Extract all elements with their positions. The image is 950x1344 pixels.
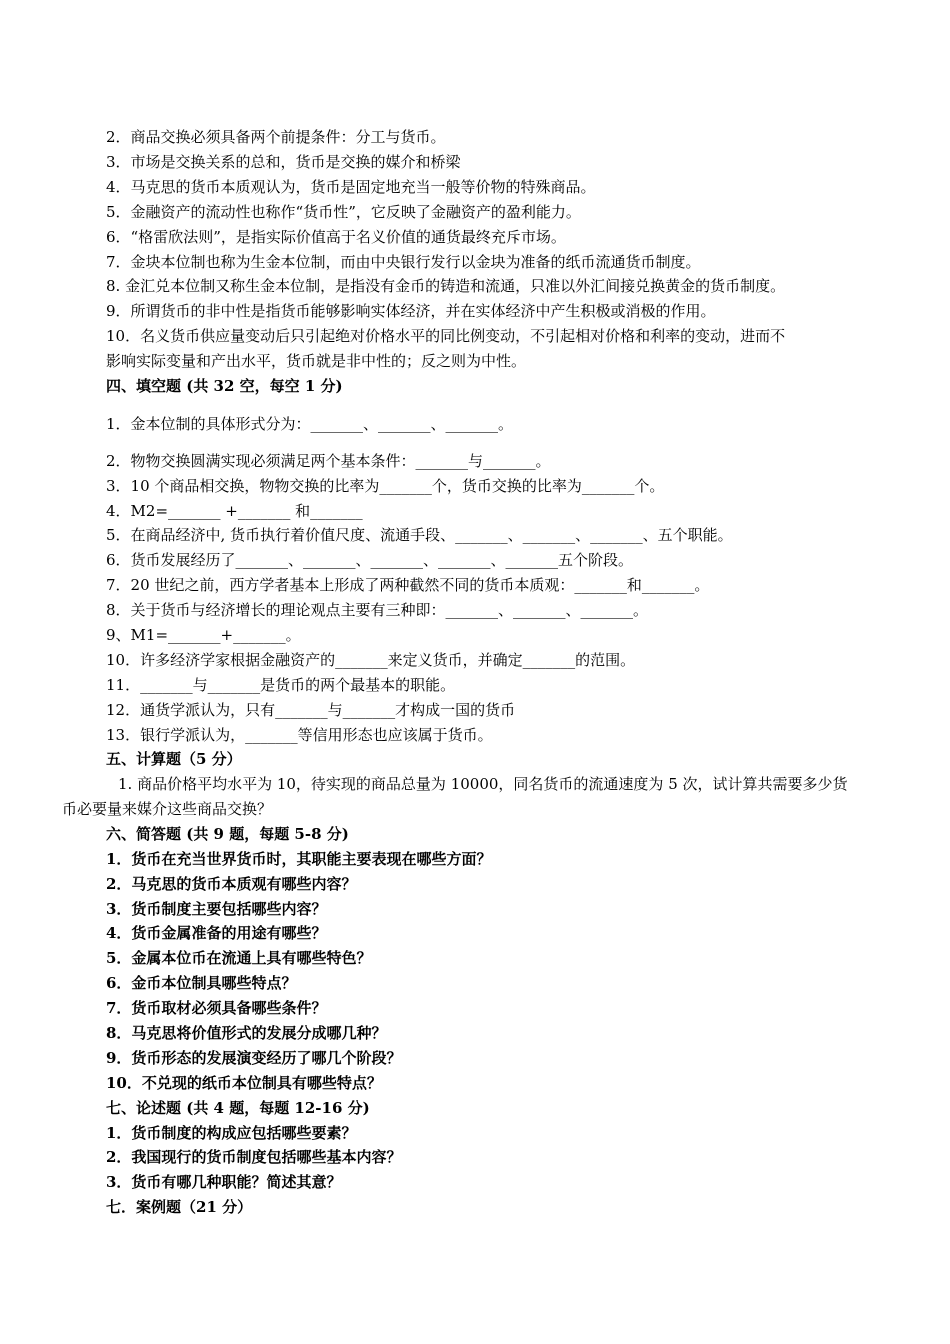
fill-item: 8．关于货币与经济增长的理论观点主要有三种即：_______、_______、_______。: [106, 601, 649, 619]
fill-item: 13．银行学派认为，_______等信用形态也应该属于货币。: [106, 726, 493, 744]
short-item: 9．货币形态的发展演变经历了哪几个阶段？: [106, 1049, 402, 1067]
fill-item: 7．20 世纪之前，西方学者基本上形成了两种截然不同的货币本质观：_______和_______。: [106, 576, 710, 594]
fill-item: 5．在商品经济中, 货币执行着价值尺度、流通手段、_______、_______、_______、五个职能。: [106, 526, 733, 544]
judge-item: 10．名义货币供应量变动后只引起绝对价格水平的同比例变动，不引起相对价格和利率的变动，进而不: [106, 327, 786, 345]
calc-question: 1. 商品价格平均水平为 10，待实现的商品总量为 10000，同名货币的流通速度为 5 次，试计算共需要多少货: [118, 775, 848, 793]
fill-item: 12．通货学派认为，只有_______与_______才构成一国的货币: [106, 701, 516, 719]
short-item: 6．金币本位制具哪些特点？: [106, 974, 297, 992]
short-item: 2．马克思的货币本质观有哪些内容？: [106, 875, 357, 893]
short-item: 3．货币制度主要包括哪些内容？: [106, 900, 327, 918]
section-heading-essay: 七、论述题 (共 4 题，每题 12-16 分): [106, 1099, 370, 1117]
fill-item: 2．物物交换圆满实现必须满足两个基本条件：_______与_______。: [106, 452, 551, 470]
short-item: 8．马克思将价值形式的发展分成哪几种？: [106, 1024, 387, 1042]
short-item: 1．货币在充当世界货币时，其职能主要表现在哪些方面？: [106, 850, 492, 868]
fill-item: 10．许多经济学家根据金融资产的_______来定义货币，并确定_______的范围。: [106, 651, 636, 669]
judge-item: 4．马克思的货币本质观认为，货币是固定地充当一般等价物的特殊商品。: [106, 178, 596, 196]
fill-item: 1．金本位制的具体形式分为：_______、_______、_______。: [106, 415, 514, 433]
judge-item: 6．“格雷欣法则”，是指实际价值高于名义价值的通货最终充斥市场。: [106, 228, 566, 246]
judge-item: 3．市场是交换关系的总和，货币是交换的媒介和桥梁: [106, 153, 461, 171]
section-heading-short: 六、简答题 (共 9 题，每题 5-8 分): [106, 825, 349, 843]
judge-item: 7．金块本位制也称为生金本位制，而由中央银行发行以金块为准备的纸币流通货币制度。: [106, 253, 701, 271]
judge-item-continuation: 影响实际变量和产出水平，货币就是非中性的；反之则为中性。: [106, 352, 527, 370]
judge-item: 5．金融资产的流动性也称作“货币性”，它反映了金融资产的盈利能力。: [106, 203, 581, 221]
short-item: 10．不兑现的纸币本位制具有哪些特点？: [106, 1074, 382, 1092]
essay-item: 1．货币制度的构成应包括哪些要素？: [106, 1124, 357, 1142]
essay-item: 3．货币有哪几种职能？简述其意？: [106, 1173, 342, 1191]
fill-item: 6．货币发展经历了_______、_______、_______、_______、_______五个阶段。: [106, 551, 634, 569]
fill-item: 9、M1=_______+_______。: [106, 626, 301, 644]
short-item: 5．金属本位币在流通上具有哪些特色？: [106, 949, 372, 967]
section-heading-fill: 四、填空题 (共 32 空，每空 1 分): [106, 377, 343, 395]
section-heading-calc: 五、计算题（5 分）: [106, 750, 242, 768]
fill-item: 4．M2=_______ +_______ 和_______: [106, 502, 363, 520]
short-item: 4．货币金属准备的用途有哪些？: [106, 924, 327, 942]
calc-question-continuation: 币必要量来媒介这些商品交换？: [62, 800, 273, 818]
fill-item: 11．_______与_______是货币的两个最基本的职能。: [106, 676, 456, 694]
section-heading-case: 七．案例题（21 分）: [106, 1198, 253, 1216]
short-item: 7．货币取材必须具备哪些条件？: [106, 999, 327, 1017]
judge-item: 9．所谓货币的非中性是指货币能够影响实体经济，并在实体经济中产生积极或消极的作用。: [106, 302, 716, 320]
judge-item: 2．商品交换必须具备两个前提条件：分工与货币。: [106, 128, 446, 146]
fill-item: 3．10 个商品相交换，物物交换的比率为_______个，货币交换的比率为_______个。: [106, 477, 665, 495]
essay-item: 2．我国现行的货币制度包括哪些基本内容？: [106, 1148, 402, 1166]
judge-item: 8. 金汇兑本位制又称生金本位制，是指没有金币的铸造和流通，只准以外汇间接兑换黄金的货币制度。: [106, 277, 786, 295]
